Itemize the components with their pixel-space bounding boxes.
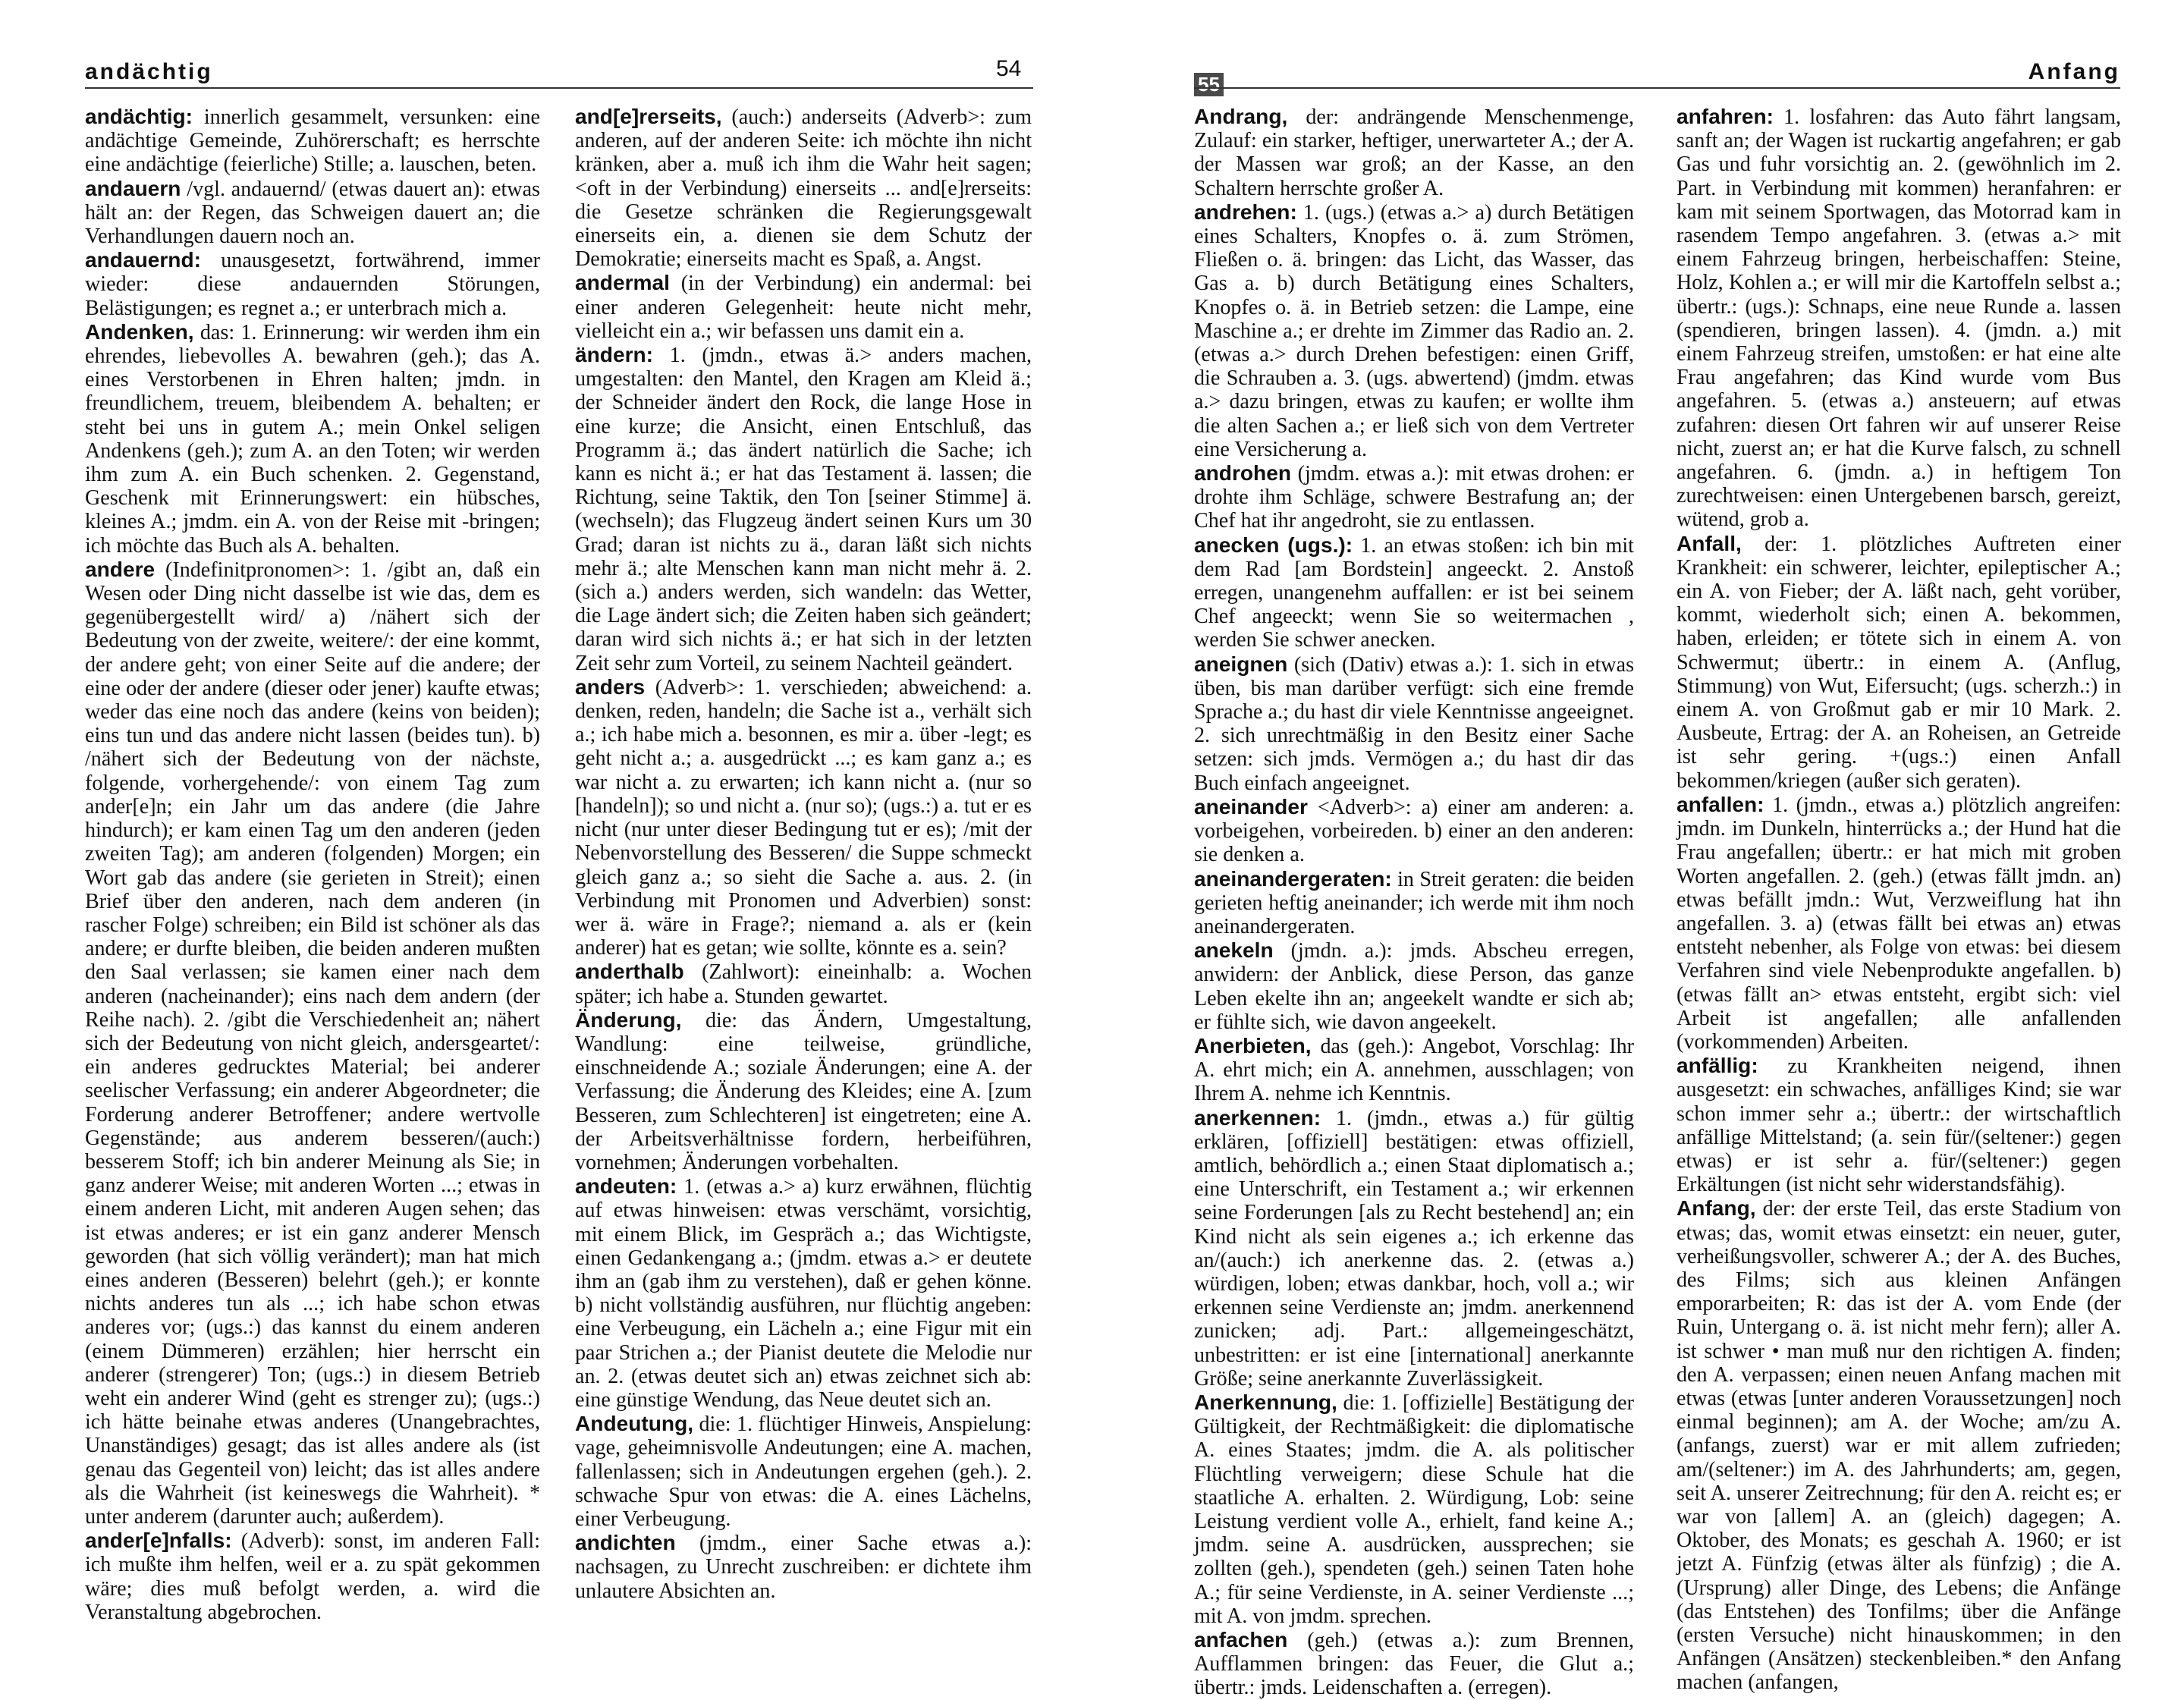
dictionary-entry bbox=[85, 105, 540, 177]
dictionary-entry bbox=[575, 1412, 1032, 1531]
entry-definition: 1. (jmdn., etwas a.) für gültig erklären, [offiziell] bestätigen: etwas offiziell, amtlich, behördlich a.; einen Staat diplomatisch a.; eine Unterschrift, ein Testament a.; wir erkennen seine Forderungen [als zu Recht bestehend] an; ein Kind nicht als sein eigenes a.; ich erkenne das an/(auch:) ich anerkenne das. 2. (etwas a.) würdigen, loben; etwas dankbar, hoch, voll a.; wir erkennen seine Verdienste an; jmdm. anerkennend zunicken; adj. Part.: allgemeingeschätzt, unbestritten: er ist eine [international] anerkannte Größe; seine anerkannte Zuverlässigkeit. bbox=[1194, 1106, 1634, 1390]
dictionary-entry bbox=[1194, 1034, 1634, 1106]
entry-definition: in Streit geraten: die beiden gerieten heftig aneinander; ich werde mit ihm noch aneinandergeraten. bbox=[1194, 867, 1634, 938]
entry-definition: innerlich gesammelt, versunken: eine andächtige Gemeinde, Zuhörerschaft; es herrschte eine andächtige (feierliche) Stille; a. lauschen, beten. bbox=[85, 105, 540, 177]
dictionary-entry bbox=[575, 1531, 1032, 1603]
entry-headword: anfällig: bbox=[1676, 1054, 1758, 1078]
dictionary-entry bbox=[1194, 533, 1634, 652]
entry-headword: Anerbieten, bbox=[1194, 1033, 1312, 1057]
entry-definition: (sich (Dativ) etwas a.): 1. sich in etwas üben, bis man darüber verfügt: sich eine fremde Sprache a.; du hast dir viele Kenntnisse angeeignet. 2. sich unrechtmäßig in den Besitz einer Sache setzen: sich jmds. Vermögen a.; du hast dir das Buch einfach angeeignet. bbox=[1194, 652, 1634, 795]
dictionary-entry bbox=[1194, 795, 1634, 867]
entry-definition: 1. (jmdn., etwas ä.> anders machen, umgestalten: den Mantel, den Kragen am Kleid ä.; der Schneider ändert den Rock, die lange Hose in eine kurze; die Ansicht, einen Entschluß, das Programm ä.; das ändert natürlich die Sache; ich kann es nicht ä.; er hat das Testament ä. lassen; die Richtung, seine Taktik, den Ton [seiner Stimme] ä. (wechseln); das Flugzeug ändert seinen Kurs um 30 Grad; daran ist nichts zu ä., daran läßt sich nichts mehr ä.; alte Menschen kann man nicht mehr ä. 2. (sich a.) anders werden, sich wandeln: das Wetter, die Lage ändert sich; die Zeiten haben sich geändert; daran wird sich nichts ä.; er hat sich in der letzten Zeit sehr zum Vorteil, zu seinem Nachteil geändert. bbox=[575, 344, 1032, 675]
entry-headword: andere bbox=[85, 557, 156, 581]
dictionary-entry bbox=[575, 1174, 1032, 1412]
entry-definition: 1. an etwas stoßen: ich bin mit dem Rad [am Bordstein] angeeckt. 2. Anstoß erregen, unangenehm auffallen: er ist bei seinem Chef angeeckt; wenn Sie so weitermachen , werden Sie schwer anecken. bbox=[1194, 533, 1634, 652]
dictionary-entry bbox=[1194, 938, 1634, 1034]
dictionary-entry bbox=[1194, 652, 1634, 795]
page-number-right: 55 bbox=[1194, 73, 1224, 96]
entry-headword: anfallen: bbox=[1676, 792, 1764, 816]
entry-headword: andauernd: bbox=[85, 248, 201, 272]
entry-definition: (Zahlwort): eineinhalb: a. Wochen später; ich habe a. Stunden gewartet. bbox=[575, 960, 1032, 1008]
entry-definition: (geh.) (etwas a.): zum Brennen, Aufflammen bringen: das Feuer, die Glut a.; übertr.: jmds. Leidenschaften a. (erregen). bbox=[1194, 1629, 1634, 1700]
entry-definition: die: 1. [offizielle] Bestätigung der Gültigkeit, der Rechtmäßigkeit: die diplomatische A. eines Staates; jmdm. die A. als politischer Flüchtling verweigern; diese Schule hat die staatliche A. erhalten. 2. Würdigung, Lob: seine Leistung verdient volle A., erhielt, fand keine A.; jmdm. seine A. ausdrücken, aussprechen; sie zollten (geh.), spendeten (geh.) seinen Taten hohe A.; für seine Verdienste, in A. seiner Verdienste ...; mit A. von jmdm. sprechen. bbox=[1194, 1390, 1634, 1628]
entry-headword: androhen bbox=[1194, 461, 1291, 485]
entry-headword: Andenken, bbox=[85, 319, 194, 344]
entry-definition: der: der erste Teil, das erste Stadium von etwas; das, womit etwas einsetzt: ein neuer, guter, verheißungsvoller, schwerer A.; der A. des Buches, des Films; sich aus kleinen Anfängen emporarbeiten; R: das ist der A. vom Ende (der Ruin, Untergang o. ä. ist nicht mehr fern); aller A. ist schwer • man muß nur den richtigen A. finden; den A. verpassen; einen neuen Anfang machen mit etwas (etwas [unter anderen Voraussetzungen] noch einmal beginnen); am A. der Woche; am/zu A. (anfangs, zuerst) war er mit allem zufrieden; am/(seltener:) im A. des Jahrhunderts; am, gegen, seit A. unserer Zeitrechnung; für den A. reicht es; er war von [allem] A. an (gleich) dagegen; A. Oktober, des Monats; es geschah A. 1960; er ist jetzt A. Fünfzig (etwas älter als fünfzig) ; die A. (Ursprung) aller Dinge, des Lebens; die Anfänge (das Entstehen) des Tonfilms; über die Anfänge (ersten Versuche) nicht hinauskommen; in den Anfängen (Ansätzen) steckenbleiben.* den Anfang machen (anfangen, bbox=[1676, 1197, 2121, 1695]
dictionary-entry bbox=[1194, 461, 1634, 533]
entry-headword: Anfall, bbox=[1676, 531, 1742, 555]
entry-headword: anderthalb bbox=[575, 960, 684, 984]
left-page-column-2 bbox=[575, 105, 1032, 1656]
entry-headword: andächtig: bbox=[85, 105, 193, 128]
entry-definition: das (geh.): Angebot, Vorschlag: Ihr A. ehrt mich; ein A. annehmen, ausschlagen; von Ihrem A. nehme ich Kenntnis. bbox=[1194, 1034, 1634, 1106]
left-page-column-1 bbox=[85, 105, 540, 1656]
dictionary-entry bbox=[575, 960, 1032, 1007]
running-head-right: Anfang bbox=[2028, 59, 2120, 84]
left-page bbox=[0, 0, 1062, 1666]
entry-definition: <Adverb>: a) einer am anderen: a. vorbeigehen, vorbeireden. b) einer an den anderen: sie denken a. bbox=[1194, 795, 1634, 867]
right-page bbox=[1183, 0, 2184, 1700]
entry-headword: Änderung, bbox=[575, 1007, 682, 1032]
entry-headword: aneinander bbox=[1194, 794, 1308, 819]
dictionary-entry bbox=[1676, 1196, 2121, 1694]
entry-headword: Anerkennung, bbox=[1194, 1390, 1337, 1414]
dictionary-entry bbox=[575, 1008, 1032, 1174]
entry-definition: zu Krankheiten neigend, ihnen ausgesetzt: ein schwaches, anfälliges Kind; sie war schon immer sehr a.; übertr.: der wirtschaftlich anfällige Mittelstand; (a. sein für/(seltener:) gegen etwas) er ist sehr a. für/(seltener:) gegen Erkältungen (ist nicht sehr widerstandsfähig). bbox=[1676, 1054, 2121, 1197]
entry-definition: der: 1. plötzliches Auftreten einer Krankheit: ein schwerer, leichter, epileptischer A.; ein A. von Fieber; der A. läßt nach, geht vorüber, kommt, wiederholt sich; einen A. bekommen, haben, erleiden; er tötete sich in einem A. von Schwermut; übertr.: in einem A. (Anflug, Stimmung) von Wut, Eifersucht; (ugs. scherzh.:) in einem A. von Großmut gab er mir 10 Mark. 2. Ausbeute, Ertrag: der A. an Roheisen, an Getreide ist sehr gering. +(ugs.:) einen Anfall bekommen/kriegen (außer sich geraten). bbox=[1676, 532, 2121, 793]
running-head-left: andächtig bbox=[85, 59, 213, 84]
page-number-left: 54 bbox=[996, 56, 1022, 81]
entry-definition: 1. (etwas a.> a) kurz erwähnen, flüchtig auf etwas hinweisen: etwas verschämt, vorsichtig, mit einem Blick, im Gespräch a.; das Wichtigste, einen Gedankengang a.; (jmdm. etwas a.> er deutete ihm an (gab ihm zu verstehen), daß er gehen könne. b) nicht vollständig ausführen, nur flüchtig angeben: eine Verbeugung, ein Lächeln a.; eine Figur mit ein paar Strichen a.; der Pianist deutete die Melodie nur an. 2. (etwas deutet sich an) etwas zeichnet sich ab: eine günstige Wendung, das Neue deutet sich an. bbox=[575, 1175, 1032, 1412]
entry-headword: aneinandergeraten: bbox=[1194, 866, 1392, 891]
header-rule-left bbox=[85, 87, 1033, 89]
entry-definition: das: 1. Erinnerung: wir werden ihm ein ehrendes, liebevolles A. bewahren (geh.); das A. eines Verstorbenen in Ehren halten; jmdn. in freundlichem, treuem, bleibendem A. behalten; er steht bei uns in gutem A.; mein Onkel seligen Andenkens (geh.); zum A. an den Toten; wir werden ihm zum A. ein Buch schenken. 2. Gegenstand, Geschenk mit Erinnerungswert: ein hübsches, kleines A.; jmdm. ein A. von der Reise mit -bringen; ich möchte das Buch als A. behalten. bbox=[85, 320, 540, 558]
entry-definition: (Adverb>: 1. verschieden; abweichend: a. denken, reden, handeln; die Sache ist a., verhält sich a.; ich habe mich a. besonnen, es mir a. über -legt; es geht nicht a.; a. ausgedrückt ...; es kam ganz a.; es war nicht a. zu erwarten; ich kann nicht a. (nur so [handeln]); so und nicht a. (nur so); (ugs.:) a. tut er es nicht (nur unter dieser Bedingung tut er es); /mit der Nebenvorstellung des Besseren/ die Suppe schmeckt gleich ganz a.; so sieht die Sache a. aus. 2. (in Verbindung mit Pronomen und Adverbien) sonst: wer ä. wäre in Frage?; niemand a. als er (kein anderer) hat es getan; wie sollte, könnte es a. sein? bbox=[575, 675, 1032, 960]
dictionary-entry bbox=[1676, 793, 2121, 1054]
entry-headword: Andeutung, bbox=[575, 1412, 694, 1436]
entry-definition: (Indefinitpronomen>: 1. /gibt an, daß ein Wesen oder Ding nicht dasselbe ist wie das, dem es gegenübergestellt wird/ a) /nähert sich der Bedeutung von der zweite, weitere/: der eine kommt, der andere geht; von einer Seite auf die andere; der eine oder der andere (dieser oder jener) kaufte etwas; weder das eine noch das andere (keins von beiden); eins tun und das andere nicht lassen (beides tun). b) /nähert sich der Bedeutung von der nächste, folgende, vorhergehende/: von einem Tag zum ander[e]n; ein Jahr um das andere (die Jahre hindurch); er kam einen Tag um den anderen (jeden zweiten Tag); am anderen (folgenden) Morgen; ein Wort gab das andere (sie gerieten in Streit); einen Brief über den anderen, nach dem anderen (in rascher Folge) schreiben; ein Bild ist schöner als das andere; er durfte bleiben, die beiden anderen mußten den Saal verlassen; sie kamen einer nach dem anderen (nacheinander); eins nach dem andern (der Reihe nach). 2. /gibt die Verschiedenheit an; nähert sich der Bedeutung von nicht gleich, andersgeartet/: ein anderes gedrucktes Material; bei anderer seelischer Verfassung; ein anderer Abgeordneter; die Forderung anderer Betroffener; andere wertvolle Gegenstände; aus anderem besseren/(auch:) besserem Stoff; ich bin anderer Meinung als Sie; in ganz anderer Weise; mit anderen Worten ...; etwas in einem anderen Licht, mit anderen Augen sehen; das ist etwas anderes; er ist ein ganz anderer Mensch geworden (hat sich völlig verändert); man hat mich eines anderen (Besseren) belehrt (geh.); er konnte nichts anderes tun als ...; ich habe schon etwas anderes vor; (ugs.:) das kannst du einem anderen (einem Dümmeren) erzählen; hier herrscht ein anderer (strengerer) Ton; (ugs.:) in diesem Betrieb weht ein anderer Wind (geht es strenger zu); (ugs.:) ich hätte beinahe etwas anderes (Unangebrachtes, Unanständiges) gesagt; das ist alles andere als (ist genau das Gegenteil von) leicht; das ist alles andere als die Wahrheit (ist keineswegs die Wahrheit). * unter anderem (darunter auch; außerdem). bbox=[85, 558, 540, 1529]
dictionary-entry bbox=[1194, 1628, 1634, 1700]
dictionary-entry bbox=[1194, 105, 1634, 200]
dictionary-entry bbox=[575, 105, 1032, 271]
entry-definition: (jmdm., einer Sache etwas a.): nachsagen, zu Unrecht zuschreiben: er dichtete ihm unlautere Absichten an. bbox=[575, 1532, 1032, 1603]
dictionary-entry bbox=[85, 248, 540, 320]
dictionary-entry bbox=[575, 675, 1032, 960]
entry-headword: andichten bbox=[575, 1531, 676, 1555]
entry-headword: andeuten: bbox=[575, 1174, 677, 1199]
dictionary-entry bbox=[1194, 1106, 1634, 1390]
entry-headword: Anfang, bbox=[1676, 1196, 1756, 1221]
dictionary-entry bbox=[575, 271, 1032, 343]
entry-headword: andermal bbox=[575, 271, 670, 295]
entry-headword: anecken (ugs.): bbox=[1194, 533, 1353, 557]
entry-definition: unausgesetzt, fortwährend, immer wieder: diese andauernden Störungen, Belästigungen; es regnet a.; er unterbrach mich a. bbox=[85, 249, 540, 320]
dictionary-entry bbox=[1194, 1390, 1634, 1628]
entry-definition: die: das Ändern, Umgestaltung, Wandlung: eine teilweise, gründliche, einschneidende A.; soziale Änderungen; eine A. der Verfassung; die Änderung des Kleides; eine A. [zum Besseren, zum Schlechteren] ist eingetreten; eine A. der Arbeitsverhältnisse fordern, herbeiführen, vornehmen; Änderungen vorbehalten. bbox=[575, 1008, 1032, 1174]
dictionary-entry bbox=[85, 320, 540, 558]
dictionary-entry bbox=[575, 343, 1032, 675]
entry-definition: (in der Verbindung) ein andermal: bei einer anderen Gelegenheit: heute nicht mehr, vielleicht ein a.; wir befassen uns damit ein a. bbox=[575, 272, 1032, 343]
right-page-column-1 bbox=[1194, 105, 1634, 1700]
dictionary-entry bbox=[85, 558, 540, 1529]
entry-definition: 1. (ugs.) (etwas a.> a) durch Betätigen eines Schalters, Knopfes o. ä. zum Strömen, Fließen o. ä. bringen: das Licht, das Wasser, das Gas a. b) durch Betätigung eines Schalters, Knopfes o. ä. in Betrieb setzen: die Lampe, eine Maschine a.; er drehte im Zimmer das Radio an. 2. (etwas a.> durch Drehen befestigen: einen Griff, die Schrauben a. 3. (ugs. abwertend) (jmdm. etwas a.> dazu bringen, etwas zu kaufen; er wollte ihm die alten Sachen a.; er ließ sich von dem Vertreter eine Versicherung a. bbox=[1194, 200, 1634, 461]
dictionary-entry bbox=[85, 177, 540, 249]
entry-headword: Andrang, bbox=[1194, 105, 1288, 128]
entry-definition: 1. losfahren: das Auto fährt langsam, sanft an; der Wagen ist ruckartig angefahren; er gab Gas und fuhr vorsichtig an. 2. (gewöhnlich im 2. Part. in Verbindung mit kommen) heranfahren: er kam mit seinem Sportwagen, das Motorrad kam in rasendem Tempo angefahren. 3. (etwas a.> mit einem Fahrzeug bringen, herbeischaffen: Steine, Holz, Kohlen a.; er will mir die Kartoffeln selbst a.; übertr.: (ugs.): Schnaps, eine neue Runde a. lassen (spendieren, bringen lassen). 4. (jmdn. a.) mit einem Fahrzeug streifen, umstoßen: er hat eine alte Frau angefahren; das Kind wurde vom Bus angefahren. 5. (etwas a.) ansteuern; auf etwas zufahren: diesen Ort fahren wir auf unserer Reise nicht, zuerst an; er hat die Kurve falsch, zu schnell angefahren. 6. (jmdn. a.) in heftigem Ton zurechtweisen: einen Untergebenen barsch, gereizt, wütend, grob a. bbox=[1676, 105, 2121, 532]
entry-headword: anfachen bbox=[1194, 1628, 1288, 1651]
header-rule-right bbox=[1194, 87, 2120, 89]
dictionary-entry bbox=[85, 1529, 540, 1624]
entry-headword: anders bbox=[575, 674, 646, 699]
entry-headword: andauern bbox=[85, 176, 181, 200]
right-page-column-2 bbox=[1676, 105, 2121, 1695]
entry-definition: die: 1. flüchtiger Hinweis, Anspielung: vage, geheimnisvolle Andeutungen; eine A. machen, fallenlassen; sich in Andeutungen ergehen (geh.). 2. schwache Spur von etwas: die A. eines Lächelns, einer Verbeugung. bbox=[575, 1412, 1032, 1531]
dictionary-entry bbox=[1676, 532, 2121, 793]
entry-definition: (auch:) anderseits (Adverb>: zum anderen, auf der anderen Seite: ich möchte ihn nicht kränken, aber a. muß ich ihm die Wahr heit sagen; <oft in der Verbindung) einerseits ... and[e]rerseits: die Gesetze schränken die Regierungsgewalt einerseits ein, a. dienen sie dem Schutz der Demokratie; einerseits macht es Spaß, a. Angst. bbox=[575, 105, 1032, 272]
entry-headword: aneignen bbox=[1194, 652, 1288, 676]
entry-definition: 1. (jmdn., etwas a.) plötzlich angreifen: jmdn. im Dunkeln, hinterrücks a.; der Hund hat die Frau angefallen; übertr.: er hat mich mit groben Worten angefallen. 2. (geh.) (etwas fällt jmdn. an) etwas befällt jmdn.: Wut, Verzweiflung hat ihn angefallen. 3. a) (etwas fällt bei etwas an) etwas entsteht nebenher, als Folge von etwas: bei diesem Verfahren sind viele Nebenprodukte angefallen. b) (etwas fällt an> etwas entsteht, ergibt sich: viel Arbeit ist angefallen; alle anfallenden (vorkommenden) Arbeiten. bbox=[1676, 793, 2121, 1054]
entry-headword: anfahren: bbox=[1676, 105, 1774, 128]
entry-headword: anerkennen: bbox=[1194, 1105, 1321, 1130]
dictionary-entry bbox=[1676, 105, 2121, 532]
entry-definition: (jmdn. a.): jmds. Abscheu erregen, anwidern: der Anblick, diese Person, das ganze Leben ekelte ihn an; angeekelt wandte er sich ab; er fühlte sich, wie davon angeekelt. bbox=[1194, 939, 1634, 1034]
entry-headword: anekeln bbox=[1194, 938, 1274, 963]
entry-headword: and[e]rerseits, bbox=[575, 105, 722, 128]
entry-definition: (jmdm. etwas a.): mit etwas drohen: er drohte ihm Schläge, schwere Bestrafung an; der Chef hat ihr angedroht, sie zu entlassen. bbox=[1194, 462, 1634, 533]
dictionary-entry bbox=[1676, 1054, 2121, 1196]
entry-headword: andrehen: bbox=[1194, 200, 1297, 224]
entry-definition: der: andrängende Menschenmenge, Zulauf: ein starker, heftiger, unerwarteter A.; der A. der Massen war groß; an der Kasse, an den Schaltern herrschte großer A. bbox=[1194, 105, 1634, 200]
entry-definition: /vgl. andauernd/ (etwas dauert an): etwas hält an: der Regen, das Schweigen dauert an; die Verhandlungen dauern noch an. bbox=[85, 177, 540, 249]
dictionary-entry bbox=[1194, 867, 1634, 939]
entry-headword: ander[e]nfalls: bbox=[85, 1529, 232, 1553]
entry-definition: (Adverb): sonst, im anderen Fall: ich mußte ihm helfen, weil er a. zu spät gekommen wäre; dies muß befolgt werden, a. wird die Veranstaltung abgebrochen. bbox=[85, 1529, 540, 1624]
entry-headword: ändern: bbox=[575, 343, 654, 367]
dictionary-entry bbox=[1194, 200, 1634, 461]
